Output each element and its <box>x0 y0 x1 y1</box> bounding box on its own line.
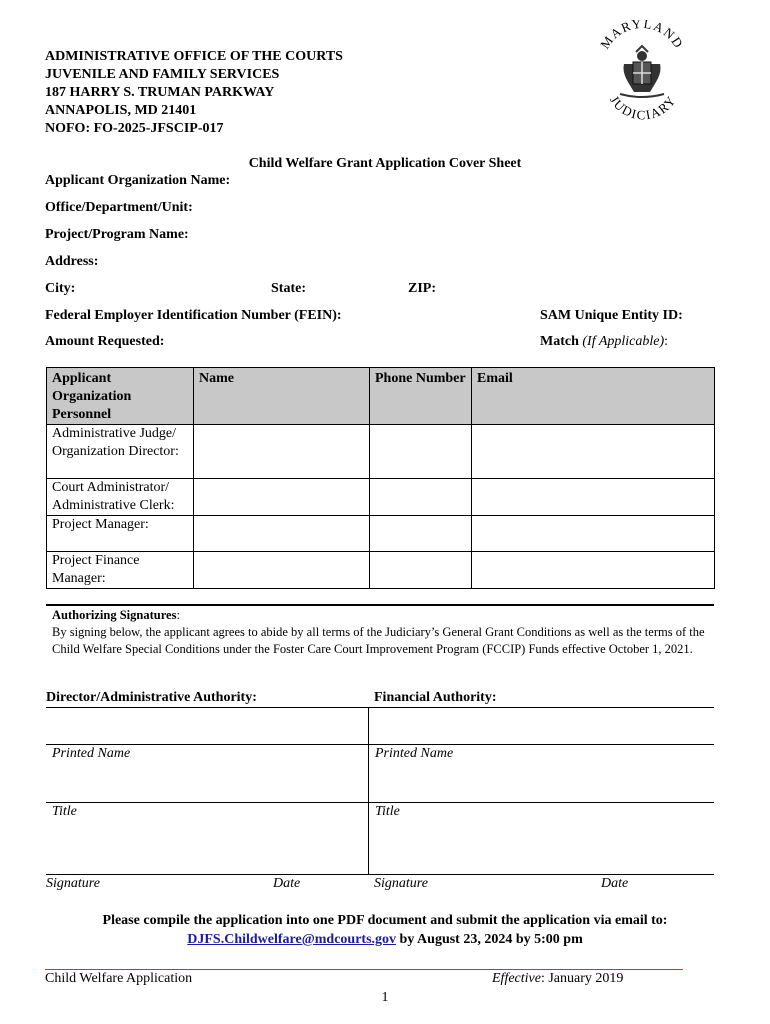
table-row <box>47 479 715 516</box>
director-authority-heading: Director/Administrative Authority: <box>46 690 257 705</box>
match-note: (If Applicable) <box>582 334 665 349</box>
phone-cell[interactable] <box>370 479 472 516</box>
footer-rule <box>45 969 683 970</box>
column-header: Email <box>472 368 715 425</box>
header-line: JUVENILE AND FAMILY SERVICES <box>45 67 280 82</box>
state-label: State: <box>271 281 306 296</box>
document-title: Child Welfare Grant Application Cover Sheet <box>248 156 522 171</box>
table-header-row <box>47 368 715 425</box>
submission-deadline: by August 23, 2024 by 5:00 pm <box>396 932 583 947</box>
project-label: Project/Program Name: <box>45 227 189 242</box>
seal-bottom-text: JUDICIARY <box>606 92 680 123</box>
phone-cell[interactable] <box>370 516 472 552</box>
sig-grid-line <box>46 802 714 803</box>
header-line: ADMINISTRATIVE OFFICE OF THE COURTS <box>45 49 343 64</box>
signature-label: Signature <box>374 876 428 891</box>
date-label: Date <box>601 876 629 891</box>
title-label: Title <box>52 804 77 819</box>
column-header: Applicant Organization Personnel <box>47 368 194 425</box>
footer-effective <box>492 971 623 987</box>
fein-label: Federal Employer Identification Number (FEIN): <box>45 308 342 323</box>
title-label: Title <box>375 804 400 819</box>
email-cell[interactable] <box>472 479 715 516</box>
role-cell: Project Manager: <box>47 516 194 552</box>
name-cell[interactable] <box>194 479 370 516</box>
effective-value: : January 2019 <box>540 971 624 986</box>
director-name-field[interactable] <box>46 708 368 744</box>
match-label-text: Match <box>540 334 579 349</box>
name-cell[interactable] <box>194 425 370 479</box>
zip-label: ZIP: <box>408 281 436 296</box>
email-cell[interactable] <box>472 516 715 552</box>
submission-email-link[interactable]: DJFS.Childwelfare@mdcourts.gov <box>187 932 397 947</box>
section-divider <box>46 604 714 606</box>
printed-name-label: Printed Name <box>375 746 454 761</box>
authorizing-text: By signing below, the applicant agrees to abide by all terms of the Judiciary’s General Grant Conditions as well as the terms of the Child Welfare Special Conditions under the Foster Care Court Improvement Program (FCCIP) Funds effective October 1, 2021. <box>52 625 705 656</box>
authorizing-heading: Authorizing Signatures <box>52 608 177 622</box>
sam-id-label: SAM Unique Entity ID: <box>540 308 683 323</box>
personnel-table <box>46 367 715 589</box>
applicant-org-label: Applicant Organization Name: <box>45 173 231 188</box>
table-row <box>47 552 715 589</box>
printed-name-label: Printed Name <box>52 746 131 761</box>
name-cell[interactable] <box>194 516 370 552</box>
signature-label: Signature <box>46 876 100 891</box>
issuer-address-block <box>45 48 343 138</box>
submission-line: Please compile the application into one PDF document and submit the application via email to: <box>102 913 668 928</box>
page-number: 1 <box>381 990 389 1005</box>
sig-grid-line <box>46 744 714 745</box>
sig-grid-line <box>46 874 714 875</box>
address-label: Address: <box>45 254 99 269</box>
column-header: Name <box>194 368 370 425</box>
authorizing-section: Authorizing Signatures: By signing below, the applicant agrees to abide by all terms of the Judiciary’s General Grant Conditions as well as the terms of the Child Welfare Special Conditions under the Foster Care Court Improvement Program (FCCIP) Funds effective October 1, 2021. <box>52 608 705 656</box>
office-label: Office/Department/Unit: <box>45 200 193 215</box>
city-label: City: <box>45 281 76 296</box>
email-cell[interactable] <box>472 552 715 589</box>
column-header: Phone Number <box>370 368 472 425</box>
match-label <box>540 334 668 350</box>
header-line: ANNAPOLIS, MD 21401 <box>45 103 197 118</box>
submission-instructions <box>0 911 770 949</box>
match-colon: : <box>664 334 669 349</box>
phone-cell[interactable] <box>370 552 472 589</box>
email-cell[interactable] <box>472 425 715 479</box>
role-cell: Project Finance Manager: <box>47 552 194 589</box>
table-row <box>47 516 715 552</box>
header-line: 187 HARRY S. TRUMAN PARKWAY <box>45 85 275 100</box>
seal-top-text: MARYLAND <box>597 20 687 52</box>
name-cell[interactable] <box>194 552 370 589</box>
role-cell: Court Administrator/ Administrative Clerk: <box>47 479 194 516</box>
phone-cell[interactable] <box>370 425 472 479</box>
maryland-judiciary-seal <box>592 20 692 130</box>
amount-requested-label: Amount Requested: <box>45 334 165 349</box>
effective-label: Effective <box>492 971 541 986</box>
seal-icon <box>592 20 692 130</box>
table-row <box>47 425 715 479</box>
financial-authority-heading: Financial Authority: <box>374 690 497 705</box>
footer-doc-name: Child Welfare Application <box>45 971 193 986</box>
financial-name-field[interactable] <box>369 708 714 744</box>
header-line: NOFO: FO-2025-JFSCIP-017 <box>45 121 224 136</box>
date-label: Date <box>273 876 301 891</box>
role-cell: Administrative Judge/ Organization Director: <box>47 425 194 479</box>
